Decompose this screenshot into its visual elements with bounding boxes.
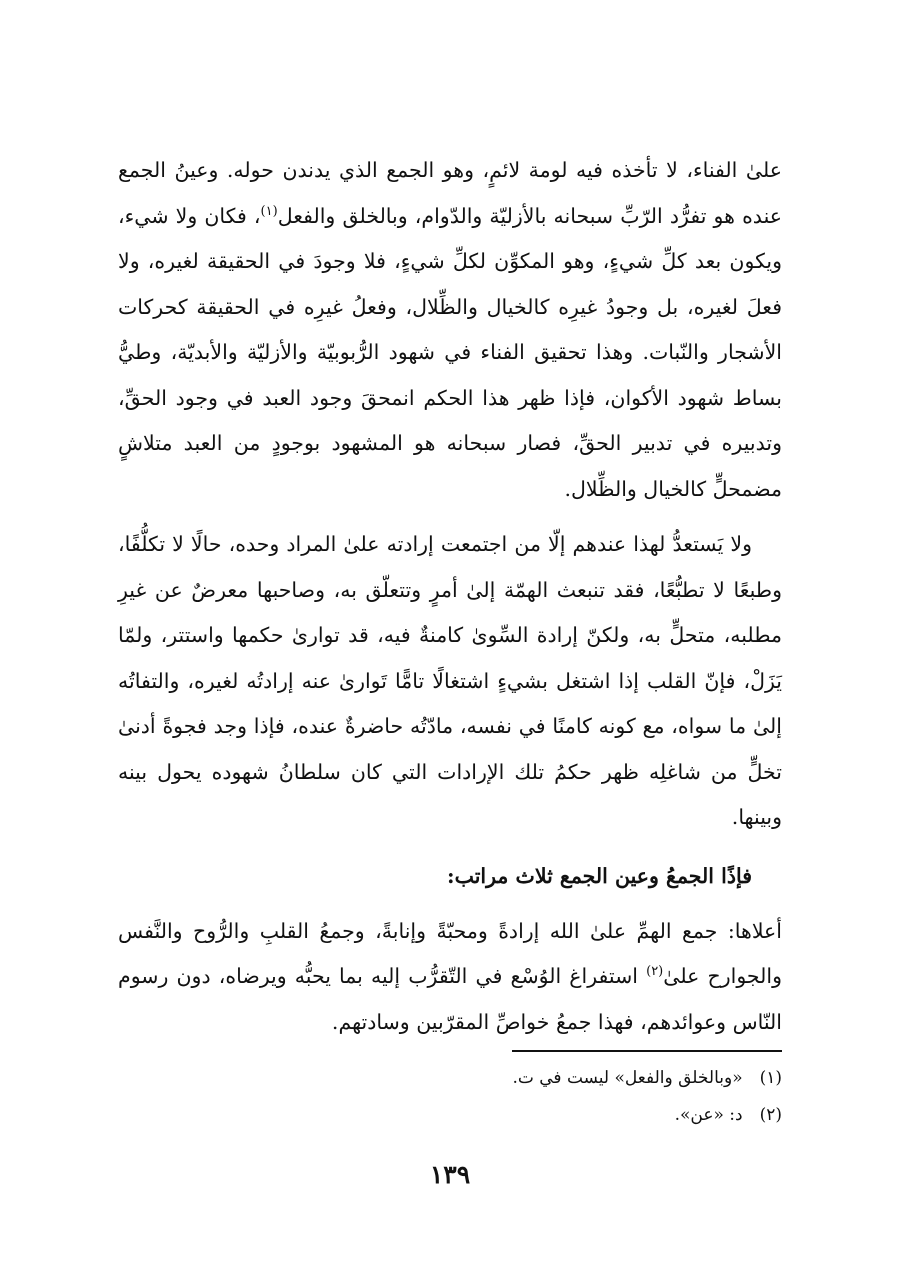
- footnote-number: (٢): [759, 1105, 782, 1125]
- main-text: [118, 148, 782, 1045]
- footnote-text: د: «عن».: [674, 1105, 743, 1125]
- paragraph-1: [118, 148, 782, 512]
- paragraph-3: [118, 909, 782, 1046]
- page-number: ١٣٩: [429, 1160, 471, 1189]
- footnote-2: [118, 1097, 782, 1134]
- paragraph-3-text: أعلاها: جمع الهمِّ علىٰ الله إرادةً ومحبّةً وإنابةً، وجمعُ القلبِ والرُّوح والنَّفس والجوارح علىٰ: [118, 918, 782, 988]
- footnote-1: [118, 1060, 782, 1097]
- section-heading: فإذًا الجمعُ وعين الجمع ثلاث مراتب:: [447, 863, 752, 888]
- paragraph-1-text: علىٰ الفناء، لا تأخذه فيه لومة لائمٍ، وهو الجمع الذي يدندن حوله. وعينُ الجمع عنده هو تفرُّد الرّبِّ سبحانه بالأزليّة والدّوام، وبالخلق والفعل: [118, 158, 782, 228]
- footnotes: [118, 1060, 782, 1134]
- footnote-text: «وبالخلق والفعل» ليست في ت.: [512, 1068, 743, 1088]
- footnote-separator: [512, 1050, 782, 1052]
- paragraph-2: ولا يَستعدُّ لهذا عندهم إلّا من اجتمعت إرادته علىٰ المراد وحده، حالًا لا تكلُّفًا، وطبعًا لا تطبُّعًا، فقد تنبعث الهمّة إلىٰ أمرٍ وتتعلّق به، وصاحبها معرضٌ عن غيرِ مطلبه، متحلٍّ به، ولكنّ إرادة السِّوىٰ كامنةٌ فيه، قد تواریٰ حكمها واستتر، ولمّا يَزَلْ، فإنّ القلب إذا اشتغل بشيءٍ اشتغالًا تامًّا تَواریٰ عنه إرادتُه لغيره، والتفاتُه إلىٰ ما سواه، مع كونه كامنًا في نفسه، مادّتُه حاضرةٌ عنده، فإذا وجد فجوةً أدنىٰ تخلٍّ من شاغلِه ظهر حكمُ تلك الإرادات التي كان سلطانُ شهوده يحول بينه وبينها.: [118, 532, 782, 829]
- footnote-ref-1: (١): [260, 203, 278, 219]
- paragraph-3-continuation: استفراغ الوُسْع في التّقرُّب إليه بما يحبُّه ويرضاه، دون رسوم النّاس وعوائدهم، فهذا جمعُ خواصِّ المقرّبين وسادتهم.: [118, 964, 782, 1034]
- paragraph-1-continuation: ، فكان ولا شيء، ويكون بعد كلِّ شيءٍ، وهو المكوِّن لكلِّ شيءٍ، فلا وجودَ في الحقيقة لغيره، ولا فعلَ لغيره، بل وجودُ غيرِه كالخيال والظِّلال، وفعلُ غيرِه في الحقيقة كحركات الأشجار والنّبات. وهذا تحقيق الفناء في شهود الرُّبوبيّة والأزليّة والأبديّة، وطيُّ بساط شهود الأكوان، فإذا ظهر هذا الحكم انمحقَ وجود العبد في وجود الحقِّ، وتدبيره في تدبير الحقِّ، فصار سبحانه هو المشهود بوجودٍ من العبد متلاشٍ مضمحلٍّ كالخيال والظِّلال.: [118, 203, 782, 501]
- footnote-number: (١): [759, 1068, 782, 1088]
- footnote-ref-2: (٢): [646, 964, 664, 980]
